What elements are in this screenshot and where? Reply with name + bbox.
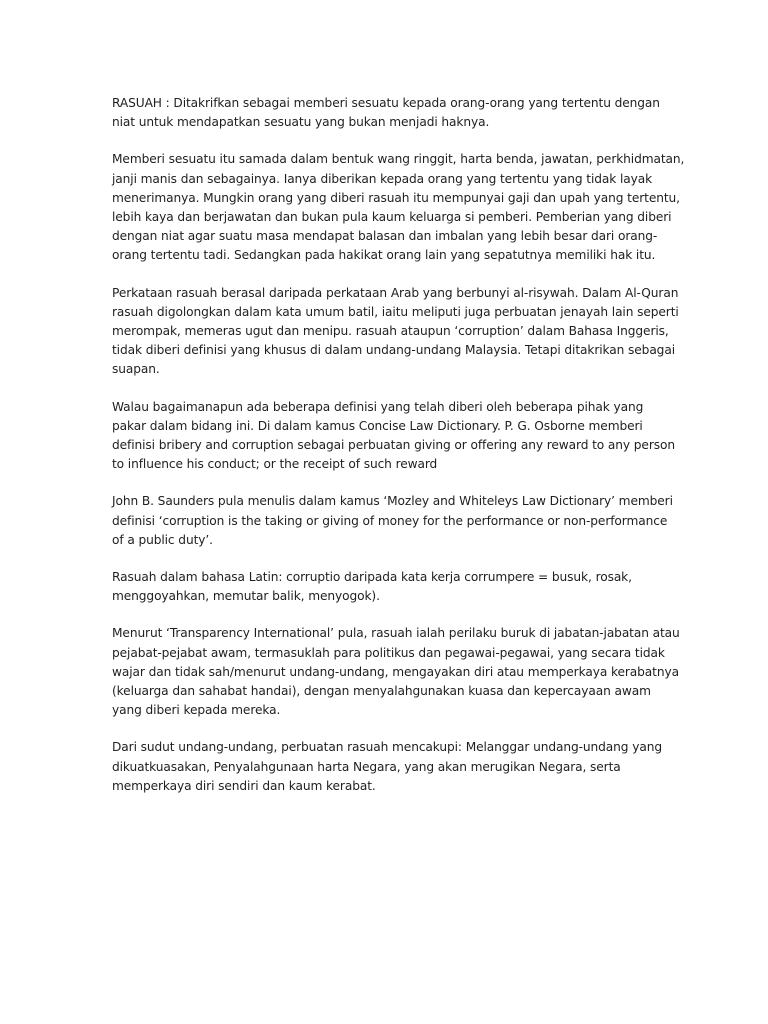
text-line: of a public duty’.: [112, 532, 213, 547]
text-line: tidak diberi definisi yang khusus di dalam undang-undang Malaysia. Tetapi ditakrikan sebagai: [112, 343, 675, 358]
text-line: niat untuk mendapatkan sesuatu yang bukan menjadi haknya.: [112, 115, 490, 130]
text-line: Memberi sesuatu itu samada dalam bentuk wang ringgit, harta benda, jawatan, perkhidmatan,: [112, 152, 685, 167]
text-line: definisi ‘corruption is the taking or giving of money for the performance or non-performance: [112, 513, 668, 528]
paragraph-etymology: [112, 284, 679, 380]
text-line: to influence his conduct; or the receipt of such reward: [112, 457, 438, 472]
paragraph-osborne-definition: [112, 398, 675, 475]
text-line: Walau bagaimanapun ada beberapa definisi yang telah diberi oleh beberapa pihak yang: [112, 399, 644, 414]
text-line: pakar dalam bidang ini. Di dalam kamus Concise Law Dictionary. P. G. Osborne memberi: [112, 418, 643, 433]
document-page: [112, 94, 685, 814]
text-line: dikuatkuasakan, Penyalahgunaan harta Negara, yang akan merugikan Negara, serta: [112, 759, 621, 774]
text-line: RASUAH : Ditakrifkan sebagai memberi sesuatu kepada orang-orang yang tertentu dengan: [112, 96, 660, 110]
text-line: orang tertentu tadi. Sedangkan pada hakikat orang lain yang sepatutnya memiliki hak itu.: [112, 248, 656, 263]
paragraph-forms-of-giving: [112, 150, 685, 265]
text-line: John B. Saunders pula menulis dalam kamus ‘Mozley and Whiteleys Law Dictionary’ memberi: [112, 494, 673, 509]
text-line: menerimanya. Mungkin orang yang diberi rasuah itu mempunyai gaji dan upah yang tertentu,: [112, 190, 680, 205]
text-line: yang diberi kepada mereka.: [112, 703, 281, 718]
text-line: suapan.: [112, 362, 160, 377]
text-line: Rasuah dalam bahasa Latin: corruptio daripada kata kerja corrumpere = busuk, rosak,: [112, 570, 632, 585]
text-line: rasuah digolongkan dalam kata umum batil, iaitu meliputi juga perbuatan jenayah lain seperti: [112, 304, 679, 319]
text-line: memperkaya diri sendiri dan kaum kerabat.: [112, 778, 376, 793]
text-line: lebih kaya dan berjawatan dan bukan pula kaum keluarga si pemberi. Pemberian yang diberi: [112, 210, 672, 225]
text-line: janji manis dan sebagainya. Ianya diberikan kepada orang yang tertentu yang tidak layak: [112, 171, 653, 186]
text-line: pejabat-pejabat awam, termasuklah para politikus dan pegawai-pegawai, yang secara tidak: [112, 645, 665, 660]
text-line: Perkataan rasuah berasal daripada perkataan Arab yang berbunyi al-risywah. Dalam Al-Quran: [112, 285, 679, 300]
paragraph-definition: [112, 94, 664, 132]
paragraph-saunders-definition: [112, 492, 673, 550]
text-line: Dari sudut undang-undang, perbuatan rasuah mencakupi: Melanggar undang-undang yang: [112, 740, 662, 755]
text-line: Menurut ‘Transparency International’ pula, rasuah ialah perilaku buruk di jabatan-jabatan atau: [112, 626, 680, 641]
text-line: definisi bribery and corruption sebagai perbuatan giving or offering any reward to any person: [112, 438, 675, 453]
text-line: (keluarga dan sahabat handai), dengan menyalahgunakan kuasa dan kepercayaan awam: [112, 684, 651, 699]
paragraph-legal-view: [112, 738, 664, 796]
text-line: menggoyahkan, memutar balik, menyogok).: [112, 589, 380, 604]
text-line: merompak, memeras ugut dan menipu. rasuah ataupun ‘corruption’ dalam Bahasa Inggeris,: [112, 324, 669, 339]
paragraph-latin-origin: [112, 568, 664, 606]
text-line: wajar dan tidak sah/menurut undang-undang, mengayakan diri atau memperkaya kerabatnya: [112, 664, 679, 679]
text-line: dengan niat agar suatu masa mendapat balasan dan imbalan yang lebih besar dari orang-: [112, 229, 658, 244]
paragraph-transparency-international: [112, 624, 680, 720]
